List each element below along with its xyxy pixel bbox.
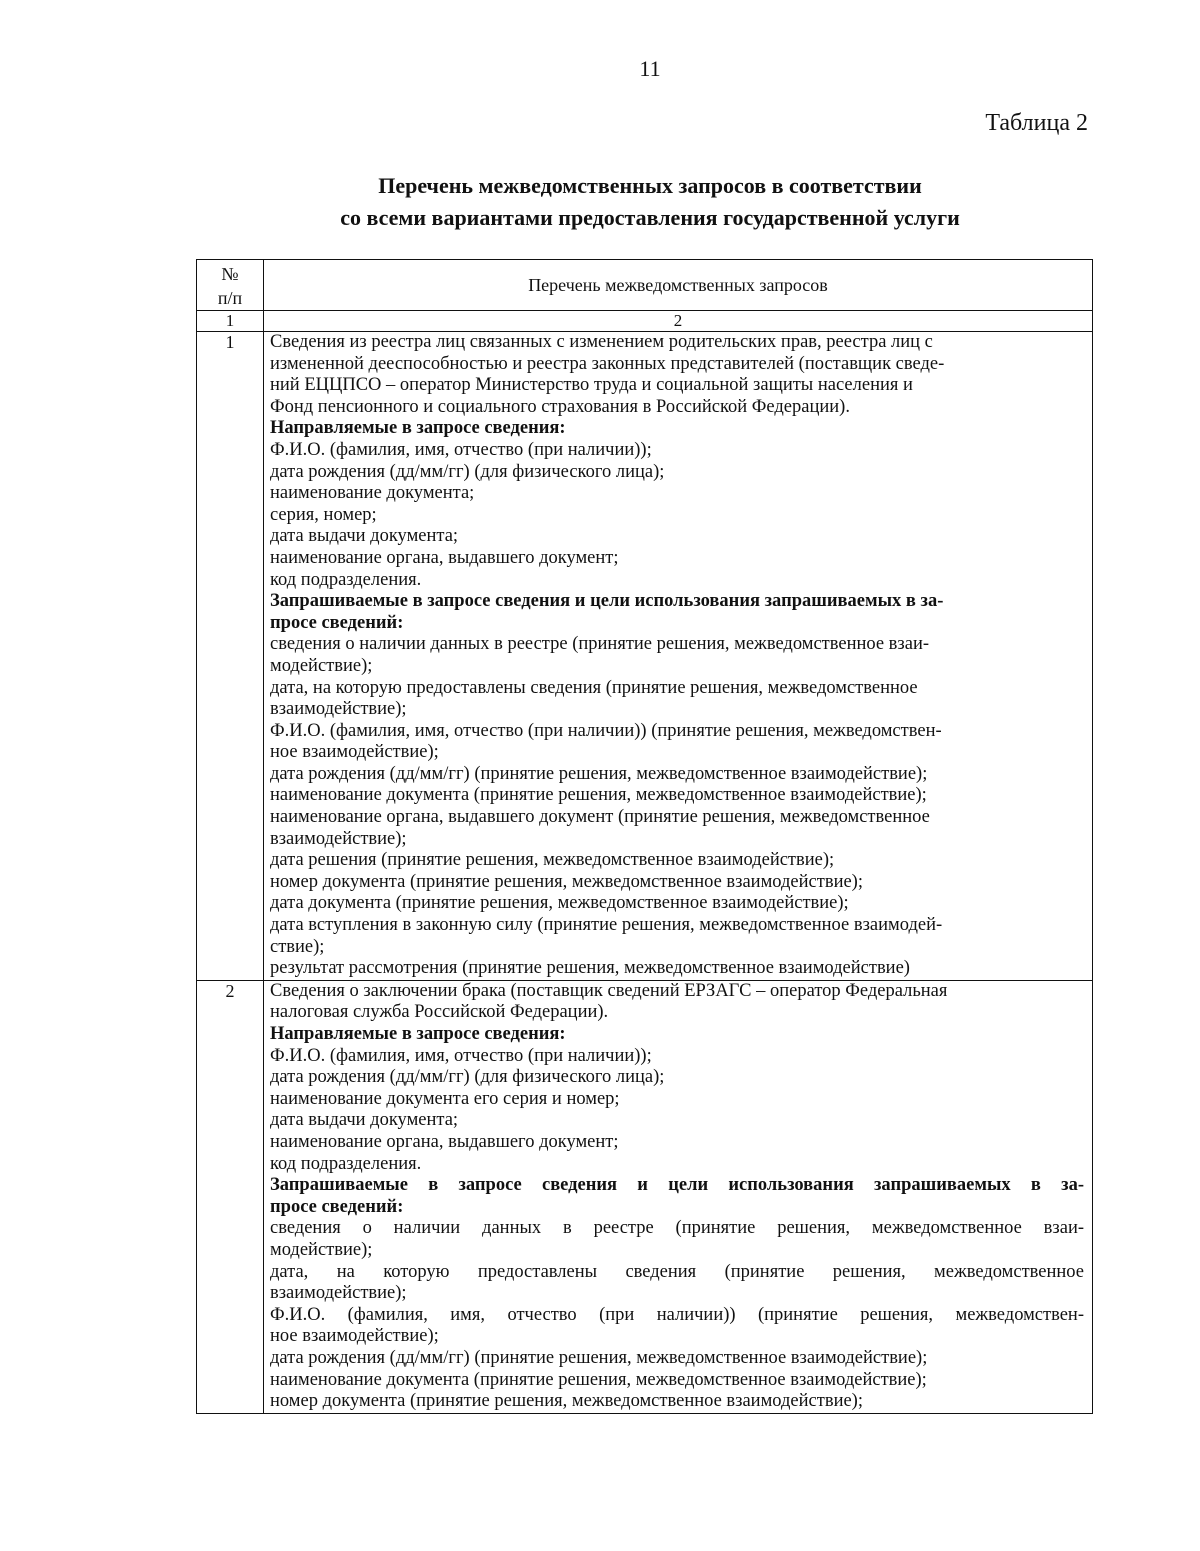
text-line: результат рассмотрения (принятие решения, межведомственное взаимодействие) xyxy=(270,958,910,979)
text-line: дата решения (принятие решения, межведомственное взаимодействие); xyxy=(270,850,835,871)
text-line: сведения о наличии данных в реестре (принятие решения, межведомственное взаи- xyxy=(270,634,929,655)
requests-table xyxy=(196,259,1093,1414)
text-line: взаимодействие); xyxy=(270,1283,407,1304)
text-line: код подразделения. xyxy=(270,1153,422,1174)
header-title-cell: Перечень межведомственных запросов xyxy=(264,260,1093,311)
text-line: дата вступления в законную силу (принятие решения, межведомственное взаимодей- xyxy=(270,915,943,936)
text-line: номер документа (принятие решения, межведомственное взаимодействие); xyxy=(270,871,863,892)
text-line: дата, на которую предоставлены сведения (принятие решения, межведомственное xyxy=(270,677,918,698)
text-line: дата выдачи документа; xyxy=(270,526,459,547)
text-line: серия, номер; xyxy=(270,504,377,525)
text-line: наименование документа; xyxy=(270,483,475,504)
text-line: налоговая служба Российской Федерации). xyxy=(270,1002,609,1023)
text-line: сведения о наличии данных в реестре (принятие решения, межведомственное взаи- xyxy=(270,1218,1084,1239)
text-line: дата рождения (дд/мм/гг) (для физического лица); xyxy=(270,1067,665,1088)
page-number: 11 xyxy=(639,56,661,81)
text-line: наименование органа, выдавшего документ; xyxy=(270,547,619,568)
text-line: Ф.И.О. (фамилия, имя, отчество (при наличии)) (принятие решения, межведомствен- xyxy=(270,1304,1084,1325)
text-line: дата, на которую предоставлены сведения (принятие решения, межведомственное xyxy=(270,1261,1084,1282)
document-title xyxy=(190,170,1110,234)
table-row xyxy=(197,980,1093,1413)
text-line: дата рождения (дд/мм/гг) (принятие решения, межведомственное взаимодействие); xyxy=(270,1347,928,1368)
text-line: взаимодействие); xyxy=(270,699,407,720)
text-line: взаимодействие); xyxy=(270,828,407,849)
header-number-cell xyxy=(197,260,264,311)
text-line: ное взаимодействие); xyxy=(270,1326,439,1347)
table-label: Таблица 2 xyxy=(985,110,1088,136)
text-line: наименование органа, выдавшего документ; xyxy=(270,1131,619,1152)
text-line: дата рождения (дд/мм/гг) (для физического лица); xyxy=(270,461,665,482)
row-number: 2 xyxy=(197,980,264,1413)
section-heading-line: Направляемые в запросе сведения: xyxy=(270,418,566,439)
table-row xyxy=(197,332,1093,981)
row-content xyxy=(264,980,1093,1413)
section-heading-line: просе сведений: xyxy=(270,1196,404,1217)
text-line: дата документа (принятие решения, межведомственное взаимодействие); xyxy=(270,893,849,914)
text-line: Фонд пенсионного и социального страхования в Российской Федерации). xyxy=(270,396,850,417)
text-line: наименование документа (принятие решения, межведомственное взаимодействие); xyxy=(270,785,927,806)
text-line: код подразделения. xyxy=(270,569,422,590)
text-line: модействие); xyxy=(270,1239,373,1260)
text-line: Сведения из реестра лиц связанных с изменением родительских прав, реестра лиц с xyxy=(270,332,933,352)
section-heading-line: просе сведений: xyxy=(270,612,404,633)
column-index-2: 2 xyxy=(264,311,1093,332)
title-line-1: Перечень межведомственных запросов в соответствии xyxy=(378,173,922,198)
text-line: наименование органа, выдавшего документ (принятие решения, межведомственное xyxy=(270,807,930,828)
header-number-abbrev: п/п xyxy=(217,288,243,308)
text-line: ное взаимодействие); xyxy=(270,742,439,763)
text-line: дата рождения (дд/мм/гг) (принятие решения, межведомственное взаимодействие); xyxy=(270,763,928,784)
section-heading-line: Запрашиваемые в запросе сведения и цели использования запрашиваемых в за- xyxy=(270,591,944,612)
row-number: 1 xyxy=(197,332,264,981)
column-index-1: 1 xyxy=(197,311,264,332)
section-heading-line: Запрашиваемые в запросе сведения и цели использования запрашиваемых в за- xyxy=(270,1175,1084,1196)
row-content xyxy=(264,332,1093,981)
header-number-sign: № xyxy=(221,264,239,284)
text-line: Ф.И.О. (фамилия, имя, отчество (при наличии)); xyxy=(270,1045,652,1066)
text-line: Сведения о заключении брака (поставщик сведений ЕРЗАГС – оператор Федеральная xyxy=(270,980,948,1001)
text-line: Ф.И.О. (фамилия, имя, отчество (при наличии)); xyxy=(270,439,652,460)
text-line: наименование документа (принятие решения, межведомственное взаимодействие); xyxy=(270,1369,927,1390)
text-line: модействие); xyxy=(270,655,373,676)
text-line: номер документа (принятие решения, межведомственное взаимодействие); xyxy=(270,1391,863,1412)
text-line: Ф.И.О. (фамилия, имя, отчество (при наличии)) (принятие решения, межведомствен- xyxy=(270,720,942,741)
section-heading-line: Направляемые в запросе сведения: xyxy=(270,1024,566,1044)
text-line: наименование документа его серия и номер; xyxy=(270,1088,620,1109)
table-header-row xyxy=(197,260,1093,311)
column-index-row xyxy=(197,311,1093,332)
text-line: измененной дееспособностью и реестра законных представителей (поставщик сведе- xyxy=(270,353,945,374)
text-line: ний ЕЦЦПСО – оператор Министерство труда и социальной защиты населения и xyxy=(270,375,913,396)
text-line: ствие); xyxy=(270,936,325,957)
title-line-2: со всеми вариантами предоставления государственной услуги xyxy=(340,205,960,230)
text-line: дата выдачи документа; xyxy=(270,1110,459,1131)
